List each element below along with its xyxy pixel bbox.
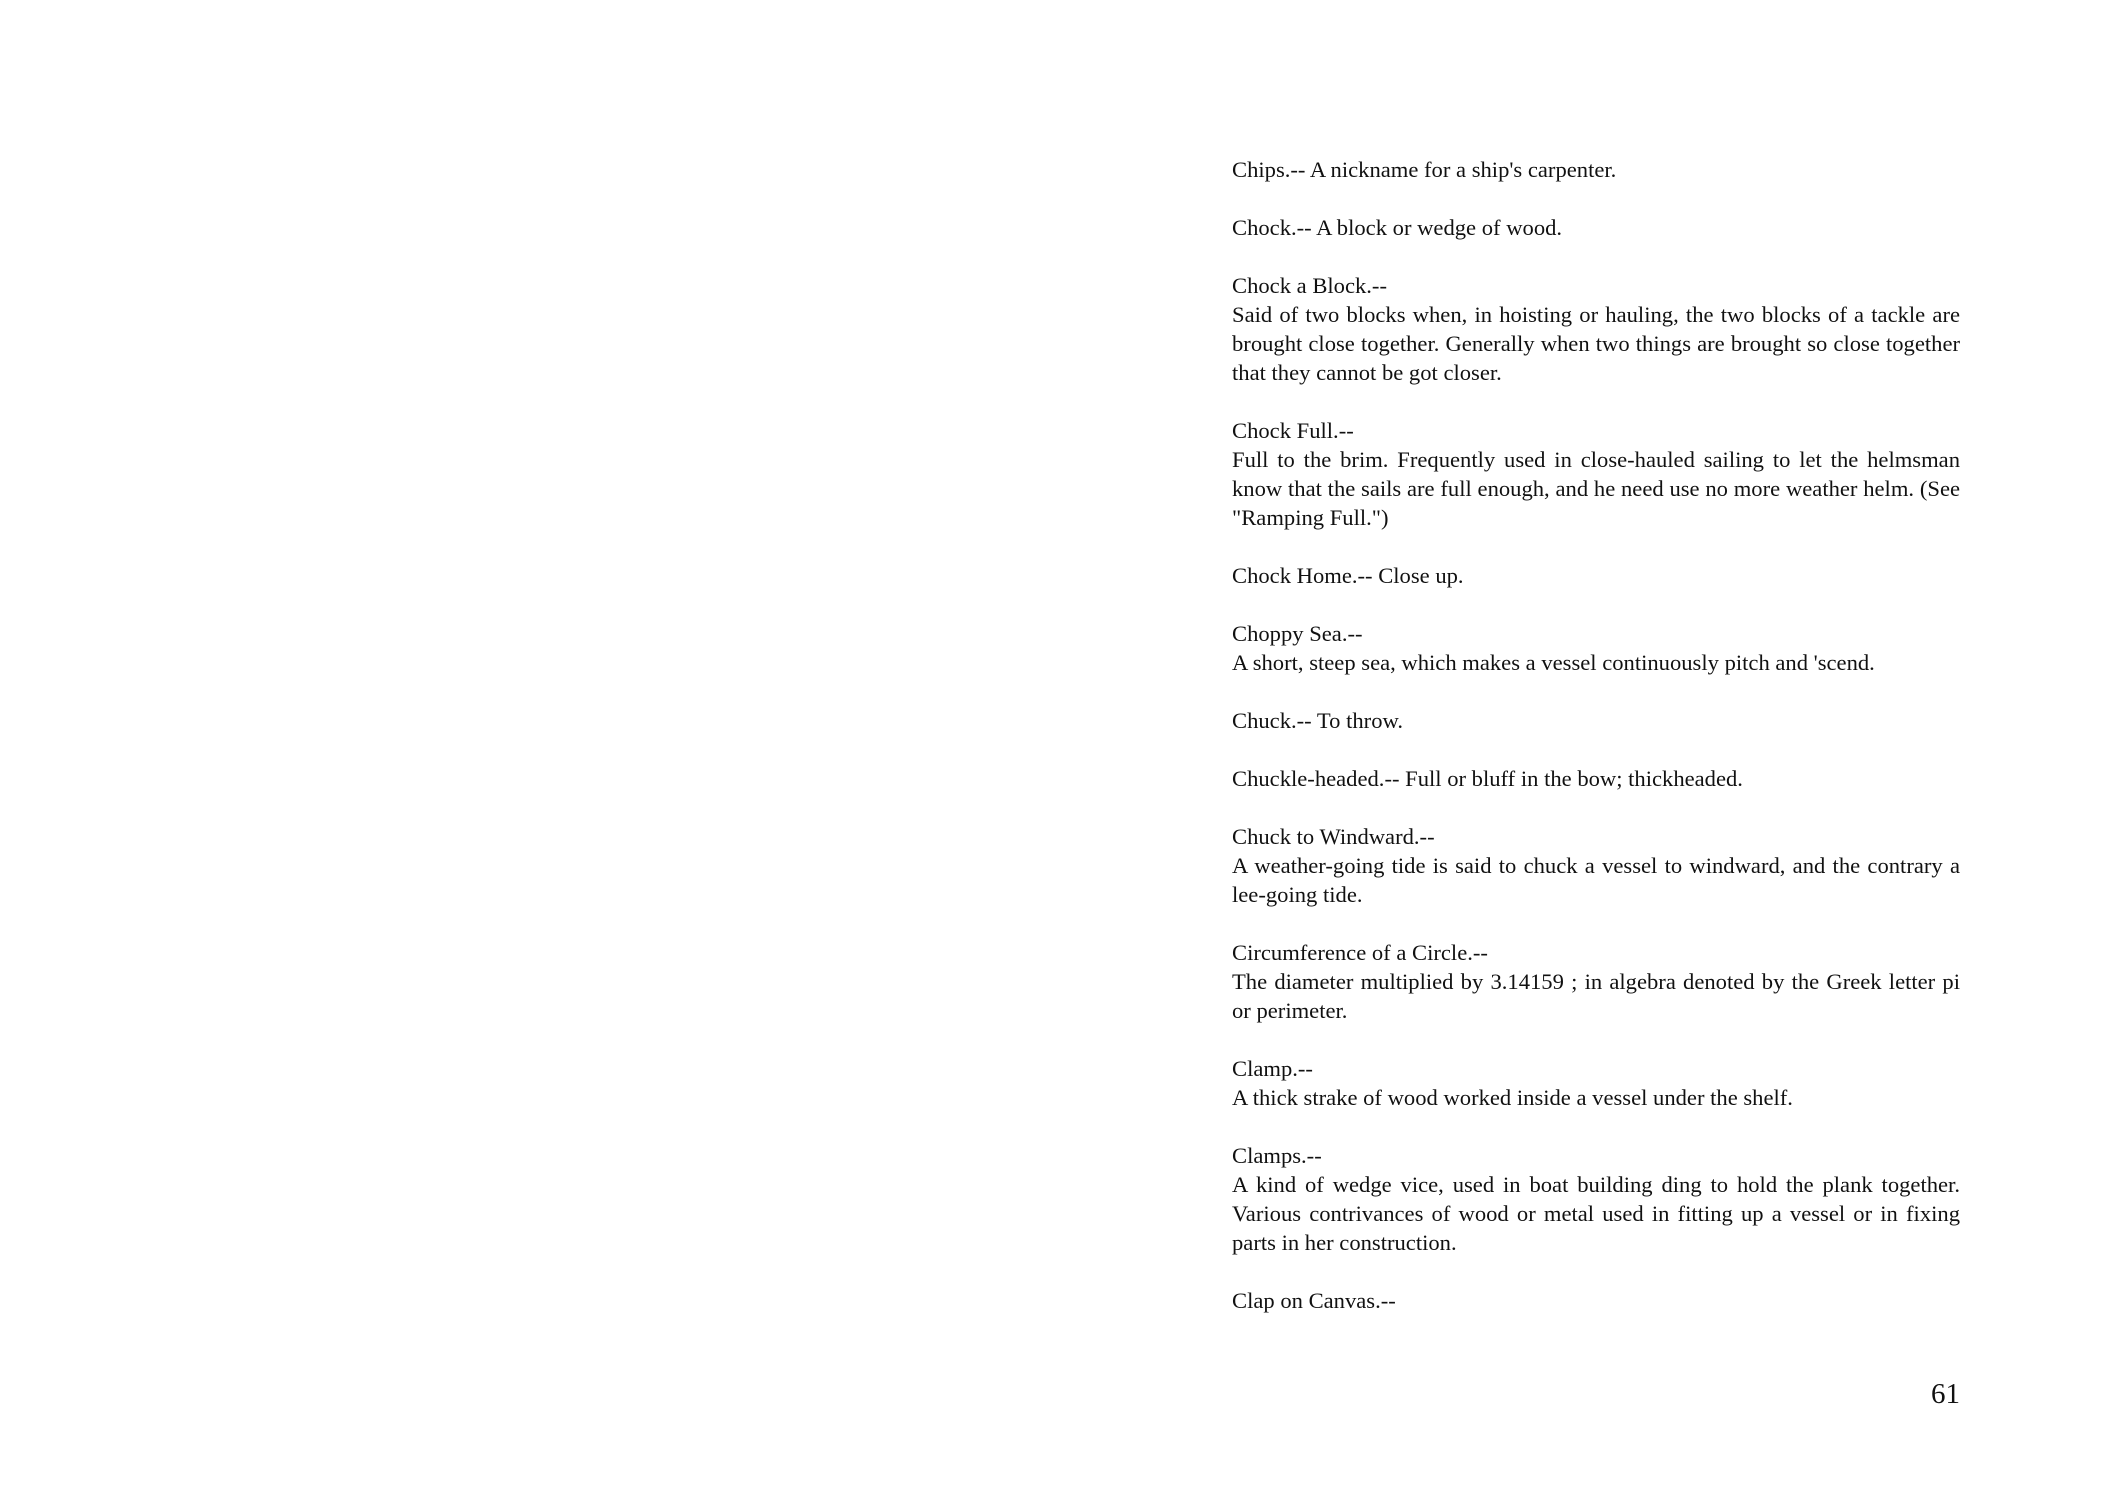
entry-term: Clamps.-- <box>1232 1143 1322 1168</box>
entry-definition: Said of two blocks when, in hoisting or hauling, the two blocks of a tackle are brought close together. Generally when two things are brought so close together that they cannot be got closer. <box>1232 302 1960 385</box>
glossary-entry-clamps <box>1232 1141 1960 1257</box>
glossary-entry-chock-a-block <box>1232 271 1960 387</box>
entry-inline-definition: Full or bluff in the bow; thickheaded. <box>1399 766 1743 791</box>
entry-definition: The diameter multiplied by 3.14159 ; in algebra denoted by the Greek letter pi or perimeter. <box>1232 969 1960 1023</box>
glossary-entry-clap-on-canvas <box>1232 1286 1960 1315</box>
entry-inline-definition: A block or wedge of wood. <box>1311 215 1563 240</box>
glossary-entry-chuckle-headed <box>1232 764 1960 793</box>
entry-term: Chuckle-headed.-- <box>1232 766 1400 791</box>
entry-term: Chock Home.-- <box>1232 563 1373 588</box>
glossary-entry-chock-home <box>1232 561 1960 590</box>
entry-definition: A kind of wedge vice, used in boat building ding to hold the plank together. Various contrivances of wood or metal used in fitting up a vessel or in fixing parts in her construction. <box>1232 1172 1960 1255</box>
glossary-entry-chuck <box>1232 706 1960 735</box>
entry-term: Clamp.-- <box>1232 1056 1313 1081</box>
glossary-entry-choppy-sea <box>1232 619 1960 677</box>
glossary-entry-circumference <box>1232 938 1960 1025</box>
glossary-entry-chock-full <box>1232 416 1960 532</box>
entry-term: Chock.-- <box>1232 215 1312 240</box>
entry-inline-definition: Close up. <box>1372 563 1464 588</box>
entry-definition: Full to the brim. Frequently used in close-hauled sailing to let the helmsman know that the sails are full enough, and he need use no more weather helm. (See "Ramping Full.") <box>1232 447 1960 530</box>
entry-inline-definition: To throw. <box>1311 708 1403 733</box>
entry-term: Chock a Block.-- <box>1232 273 1387 298</box>
entry-term: Circumference of a Circle.-- <box>1232 940 1488 965</box>
entry-definition: A short, steep sea, which makes a vessel continuously pitch and 'scend. <box>1232 650 1875 675</box>
entry-term: Chips.-- <box>1232 157 1306 182</box>
glossary-entry-chips <box>1232 155 1960 184</box>
glossary-entry-clamp <box>1232 1054 1960 1112</box>
entry-definition: A weather-going tide is said to chuck a vessel to windward, and the contrary a lee-going tide. <box>1232 853 1960 907</box>
entry-term: Chuck.-- <box>1232 708 1312 733</box>
glossary-entry-chock <box>1232 213 1960 242</box>
page-number: 61 <box>1931 1378 1960 1410</box>
entry-term: Chock Full.-- <box>1232 418 1354 443</box>
entry-term: Clap on Canvas.-- <box>1232 1288 1396 1313</box>
entry-definition: A thick strake of wood worked inside a vessel under the shelf. <box>1232 1085 1793 1110</box>
entry-term: Choppy Sea.-- <box>1232 621 1363 646</box>
glossary-entry-chuck-to-windward <box>1232 822 1960 909</box>
entry-inline-definition: A nickname for a ship's carpenter. <box>1305 157 1617 182</box>
entry-term: Chuck to Windward.-- <box>1232 824 1435 849</box>
glossary-page <box>1232 155 1960 1344</box>
